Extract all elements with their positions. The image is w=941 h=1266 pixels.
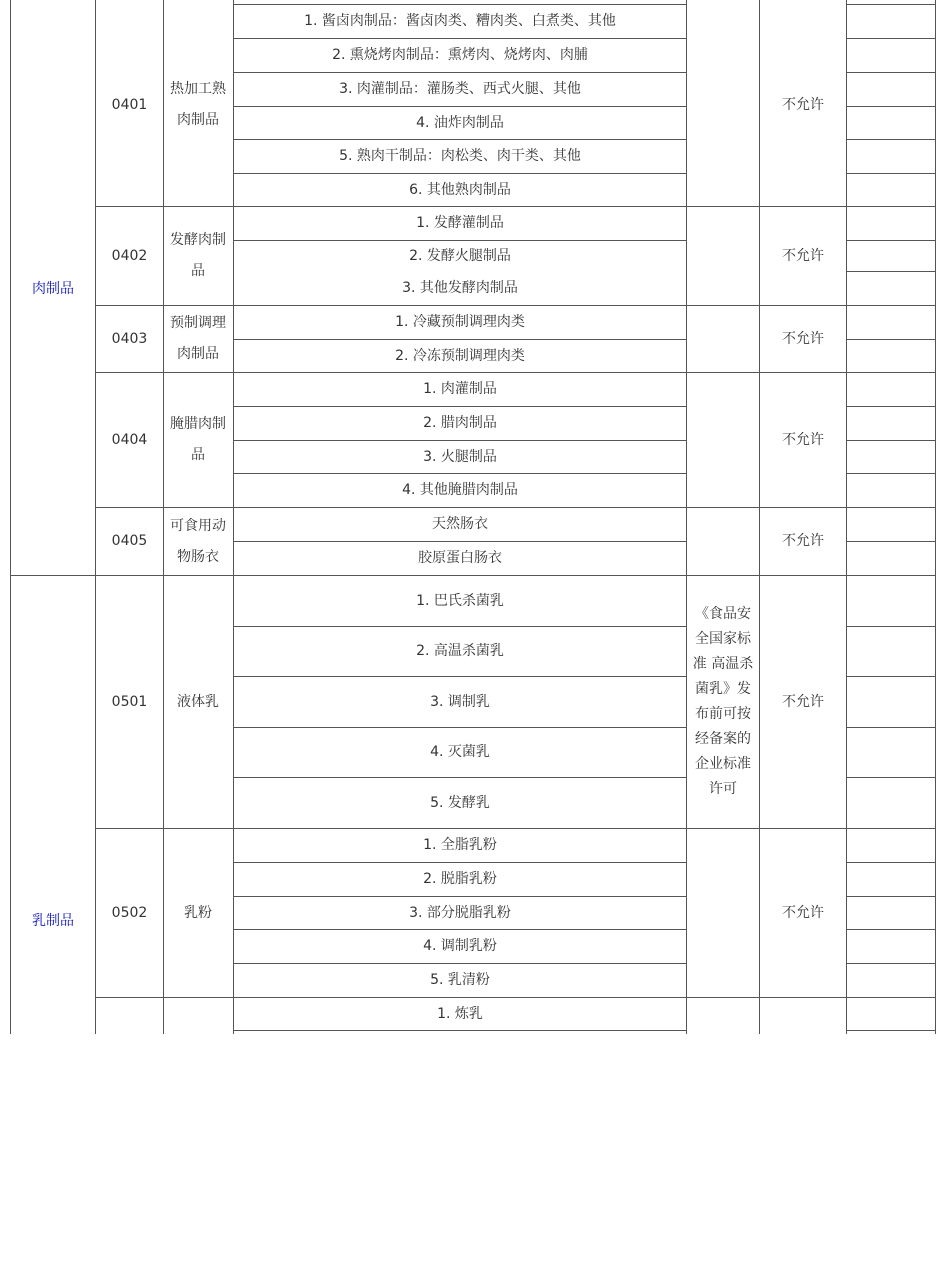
table-border: [846, 4, 936, 5]
product-item: 2. 冷冻预制调理肉类: [395, 347, 525, 364]
subcategory-code: 0501: [111, 693, 148, 710]
permission-status: 不允许: [782, 693, 824, 710]
product-item: 5. 熟肉干制品：肉松类、肉干类、其他: [339, 148, 581, 164]
subcategory-name: 乳粉: [184, 904, 212, 921]
subcategory-code: 0404: [111, 431, 148, 448]
subcategory-name: 液体乳: [177, 693, 219, 710]
product-item: 3. 肉灌制品：灌肠类、西式火腿、其他: [339, 81, 581, 97]
product-item: 2. 发酵火腿制品: [409, 248, 511, 264]
product-item: 2. 腊肉制品: [423, 415, 497, 431]
product-item: 1. 巴氏杀菌乳: [416, 592, 504, 609]
product-item: 胶原蛋白肠衣: [418, 550, 502, 566]
table-border: [846, 72, 936, 73]
subcategory-code: 0402: [111, 247, 148, 264]
standard-note: 《食品安全国家标准 高温杀菌乳》发布前可按经备案的企业标准许可: [692, 606, 754, 797]
subcategory-code: 0401: [111, 96, 148, 113]
product-item: 1. 发酵灌制品: [416, 215, 504, 231]
table-border: [846, 1030, 936, 1031]
table-border: [846, 406, 936, 407]
product-item: 2. 脱脂乳粉: [423, 871, 497, 887]
table-border: [846, 862, 936, 863]
product-item: 4. 调制乳粉: [423, 938, 497, 954]
product-item: 3. 部分脱脂乳粉: [409, 904, 511, 921]
table-border: [846, 541, 936, 542]
table-border: [846, 896, 936, 897]
product-item: 3. 调制乳: [430, 693, 490, 710]
table-border: [686, 0, 687, 1034]
product-item: 3. 其他发酵肉制品: [402, 280, 518, 296]
table-border: [846, 626, 936, 627]
permission-status: 不允许: [782, 533, 824, 549]
product-item: 4. 其他腌腊肉制品: [402, 482, 518, 498]
subcategory-name: 可食用动物肠衣: [170, 517, 226, 565]
table-border: [846, 676, 936, 677]
permission-status: 不允许: [782, 247, 824, 264]
table-border: [846, 777, 936, 778]
table-border: [846, 929, 936, 930]
product-item: 天然肠衣: [432, 516, 488, 532]
product-item: 4. 油炸肉制品: [416, 114, 504, 131]
product-item: 1. 酱卤肉制品：酱卤肉类、糟肉类、白煮类、其他: [304, 13, 616, 29]
subcategory-name: 腌腊肉制品: [170, 416, 226, 463]
table-border: [846, 963, 936, 964]
category-cell[interactable]: 肉制品: [32, 281, 74, 297]
product-item: 2. 高温杀菌乳: [416, 643, 504, 659]
product-item: 1. 炼乳: [437, 1005, 483, 1022]
table-border: [163, 0, 164, 1034]
permission-status: 不允许: [782, 904, 824, 921]
product-item: 1. 全脂乳粉: [423, 837, 497, 853]
product-item: 3. 火腿制品: [423, 448, 497, 465]
table-border: [846, 106, 936, 107]
table-border: [846, 473, 936, 474]
category-cell[interactable]: 乳制品: [32, 912, 74, 929]
table-border: [846, 339, 936, 340]
table-border: [846, 38, 936, 39]
product-item: 5. 乳清粉: [430, 972, 490, 988]
subcategory-name: 预制调理肉制品: [170, 315, 226, 362]
product-item: 2. 熏烧烤肉制品：熏烤肉、烧烤肉、肉脯: [332, 47, 588, 63]
permission-status: 不允许: [782, 96, 824, 113]
table-border: [233, 1030, 687, 1031]
product-item: 1. 肉灌制品: [423, 381, 497, 397]
subcategory-code: 0405: [111, 533, 148, 549]
table-border: [846, 173, 936, 174]
product-item: 6. 其他熟肉制品: [409, 181, 511, 198]
product-item: 5. 发酵乳: [430, 794, 490, 811]
table-border: [846, 440, 936, 441]
subcategory-name: 热加工熟肉制品: [170, 81, 226, 128]
subcategory-code: 0403: [111, 330, 148, 347]
table-border: [846, 0, 847, 1034]
table-border: [846, 271, 936, 272]
table-border: [846, 727, 936, 728]
table-border: [846, 139, 936, 140]
product-item: 1. 冷藏预制调理肉类: [395, 314, 525, 330]
subcategory-code: 0502: [111, 904, 148, 921]
subcategory-name: 发酵肉制品: [170, 232, 226, 279]
product-item: 4. 灭菌乳: [430, 744, 490, 760]
permission-status: 不允许: [782, 431, 824, 448]
table-border: [846, 240, 936, 241]
permission-status: 不允许: [782, 330, 824, 347]
table-border: [935, 0, 936, 1034]
